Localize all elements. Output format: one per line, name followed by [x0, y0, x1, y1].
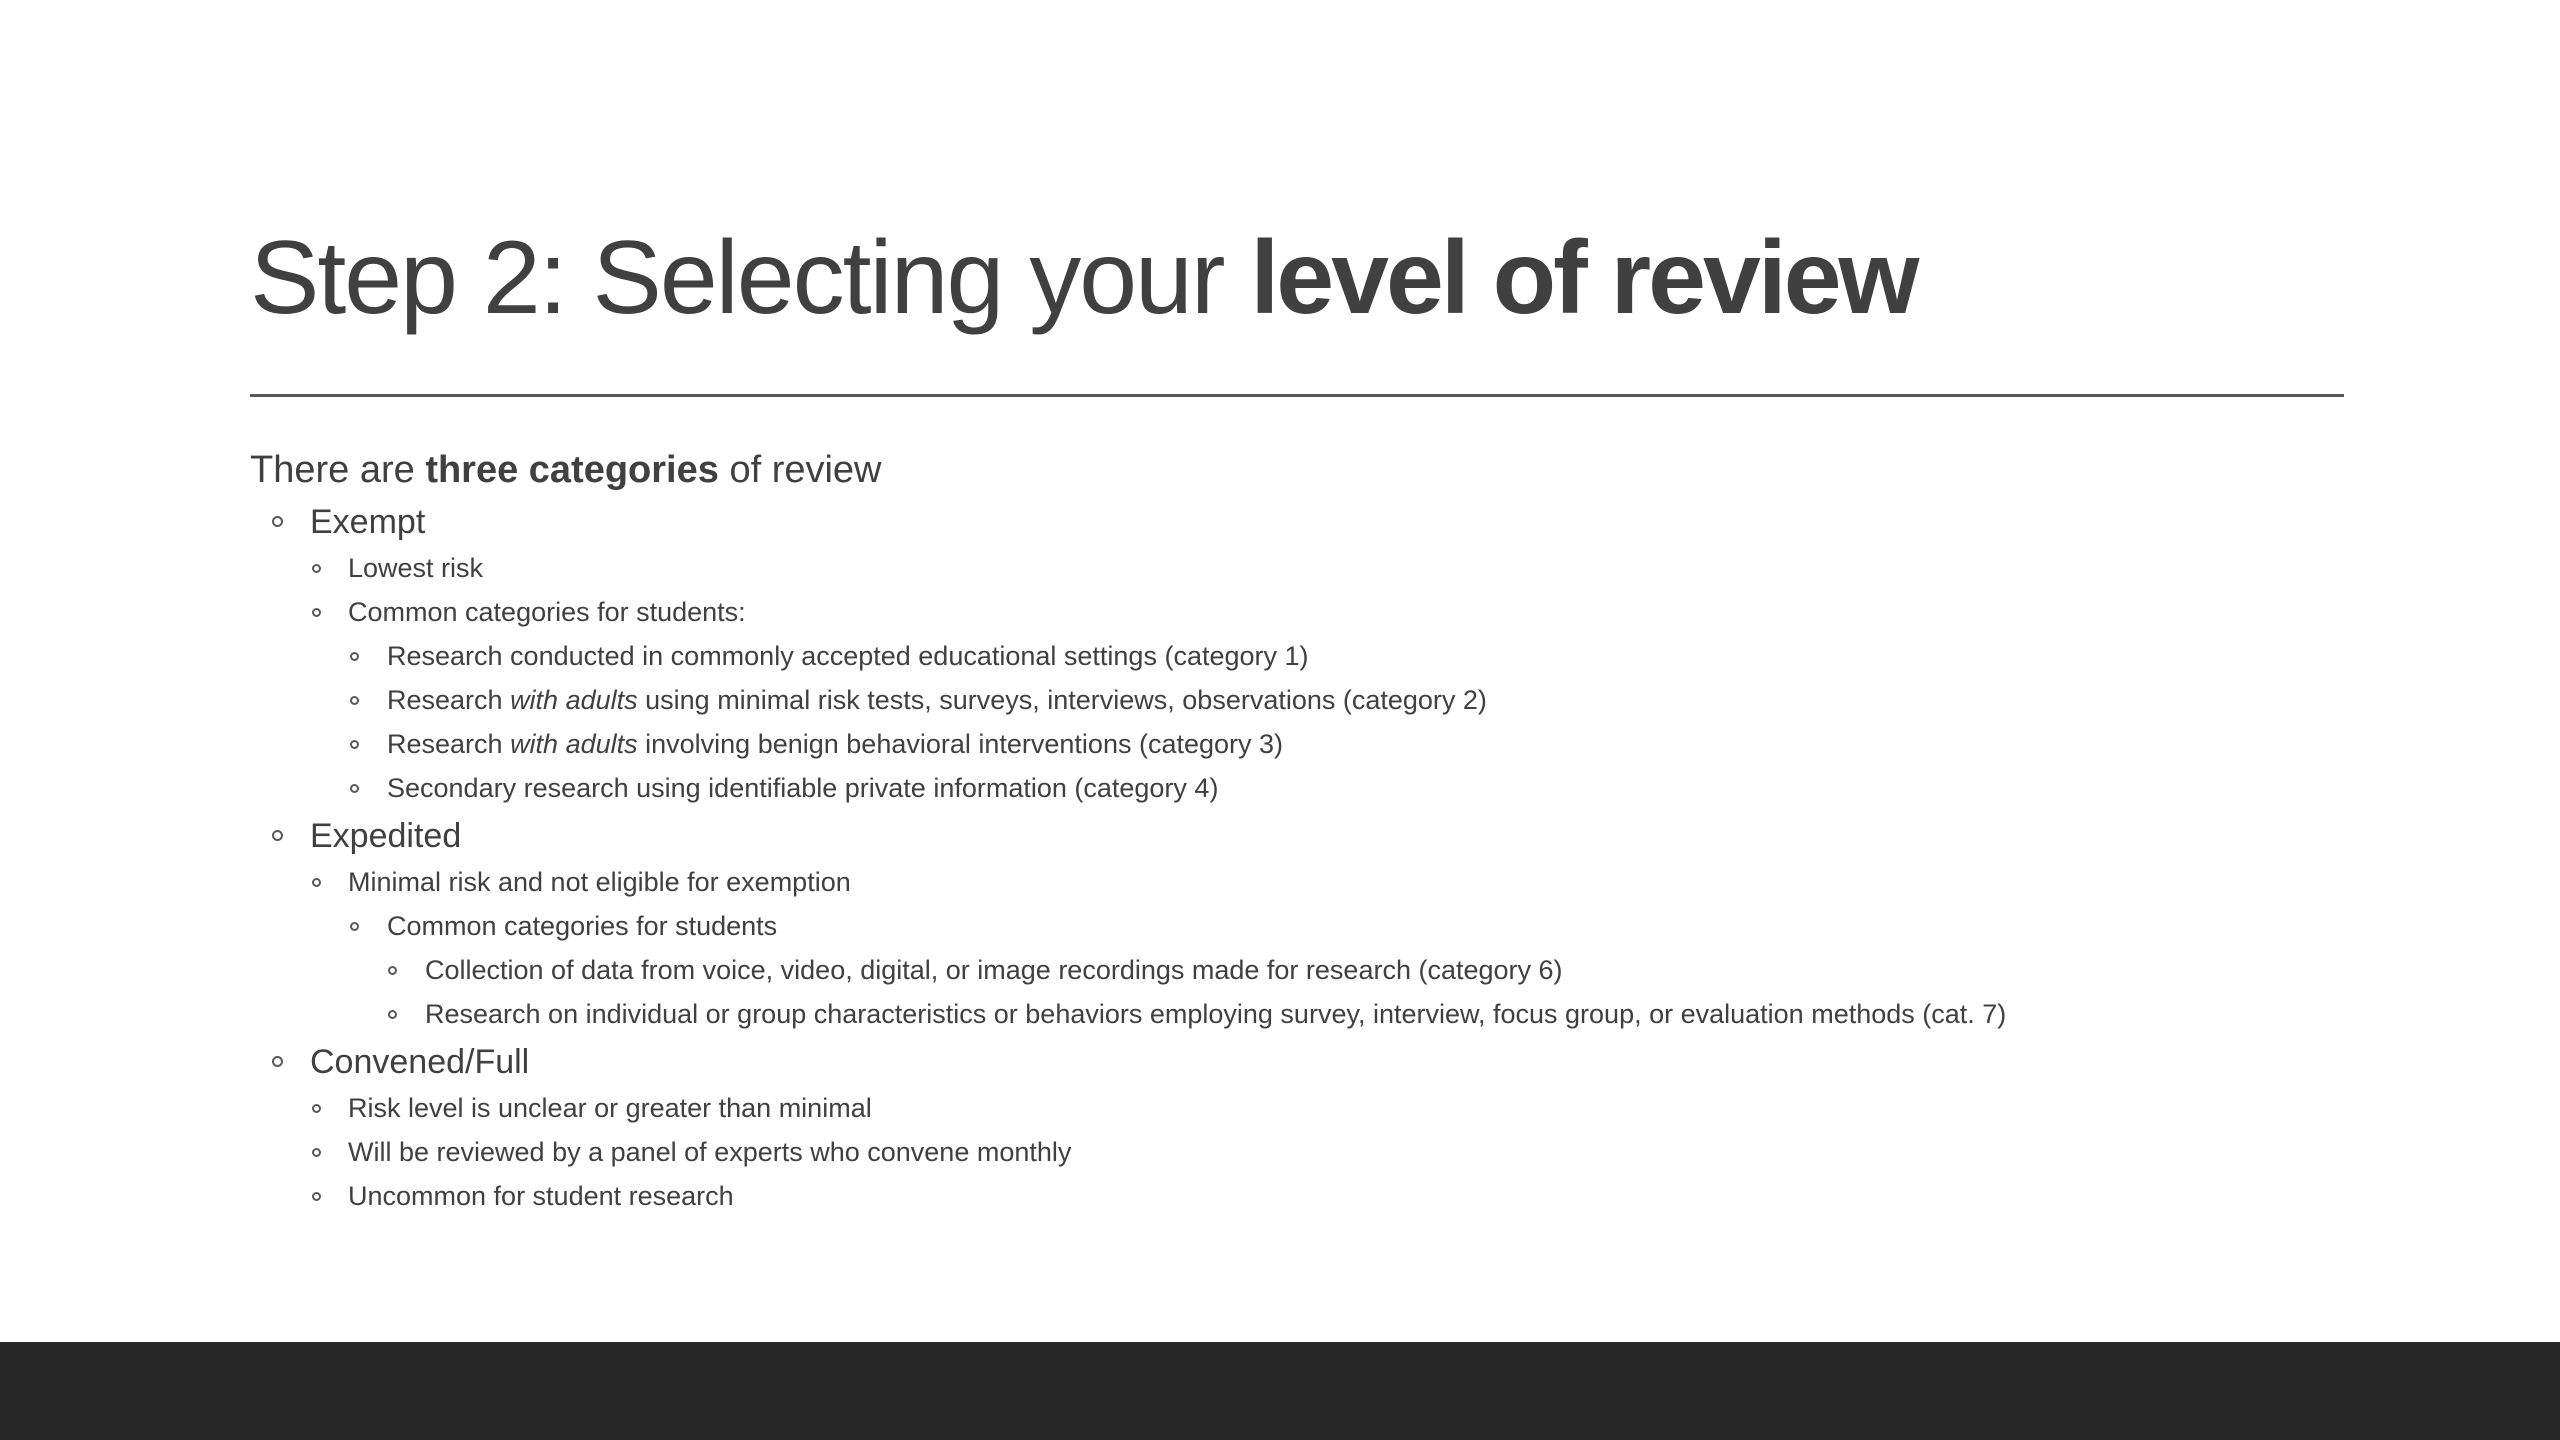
exempt-category-3-emphasis: with adults [510, 729, 638, 759]
list-item [250, 1086, 2350, 1130]
exempt-category-2-post: using minimal risk tests, surveys, interviews, observations (category 2) [637, 685, 1487, 715]
title-bold: level of review [1250, 220, 1917, 336]
category-exempt [250, 498, 2350, 546]
intro-text [250, 442, 2350, 498]
convened-item-2: Will be reviewed by a panel of experts who convene monthly [348, 1137, 1072, 1167]
expedited-common-label: Common categories for students [387, 911, 778, 941]
exempt-category-3-pre: Research [387, 729, 511, 759]
convened-item-3: Uncommon for student research [348, 1181, 734, 1211]
category-convened [250, 1038, 2350, 1086]
list-item [250, 1130, 2350, 1174]
exempt-category-3-post: involving benign behavioral interventions (category 3) [637, 729, 1284, 759]
slide-body [250, 442, 2350, 1218]
category-expedited [250, 812, 2350, 860]
slide-title [250, 208, 1916, 348]
list-item [250, 1174, 2350, 1218]
exempt-category-1: Research conducted in commonly accepted educational settings (category 1) [387, 641, 1309, 671]
review-categories-list [250, 498, 2350, 1218]
title-regular: Step 2: Selecting your [250, 220, 1251, 336]
exempt-label: Exempt [310, 503, 426, 541]
list-item [250, 634, 2350, 678]
intro-after: of review [718, 449, 882, 491]
exempt-category-4: Secondary research using identifiable private information (category 4) [387, 773, 1219, 803]
intro-bold: three categories [425, 449, 719, 491]
list-item [250, 590, 2350, 634]
list-item [250, 948, 2350, 992]
list-item [250, 546, 2350, 590]
convened-label: Convened/Full [310, 1043, 530, 1081]
list-item [250, 904, 2350, 948]
expedited-category-6: Collection of data from voice, video, digital, or image recordings made for research (category 6) [425, 955, 1563, 985]
convened-item-1: Risk level is unclear or greater than minimal [348, 1093, 872, 1123]
footer-bar [0, 1342, 2560, 1440]
intro-before: There are [250, 449, 426, 491]
expedited-risk: Minimal risk and not eligible for exemption [348, 867, 851, 897]
expedited-label: Expedited [310, 817, 462, 855]
list-item [250, 678, 2350, 722]
exempt-category-2-emphasis: with adults [510, 685, 638, 715]
list-item [250, 860, 2350, 904]
exempt-category-2-pre: Research [387, 685, 511, 715]
title-divider [250, 394, 2344, 397]
exempt-risk: Lowest risk [348, 553, 484, 583]
list-item [250, 722, 2350, 766]
list-item [250, 992, 2350, 1036]
exempt-common-label: Common categories for students: [348, 597, 746, 627]
expedited-category-7: Research on individual or group characteristics or behaviors employing survey, interview, focus group, or evaluation methods (cat. 7) [425, 999, 2007, 1029]
list-item [250, 766, 2350, 810]
